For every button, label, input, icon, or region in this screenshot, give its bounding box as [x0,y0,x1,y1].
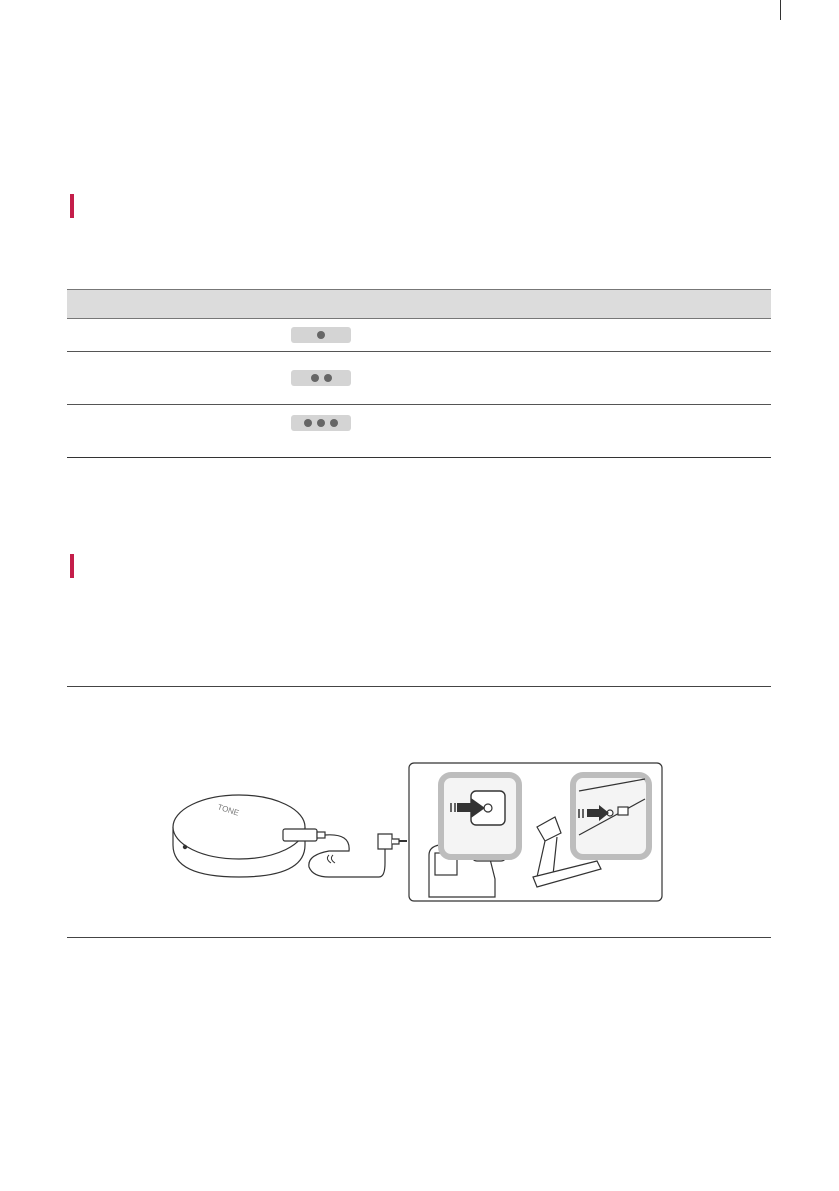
indicator-dot [304,419,312,427]
indicator-table [67,289,771,458]
indicator-dot [311,374,319,382]
indicator-dot [324,374,332,382]
page-edge-line [780,0,781,20]
indicator-dot [317,331,325,339]
device-logo: TONE [216,802,241,818]
indicator-dot [330,419,338,427]
table-row [67,352,771,405]
connection-figure [67,686,771,938]
table-row [67,405,771,457]
indicator-pill [291,327,351,343]
section-marker-1 [70,194,74,218]
indicator-cell [277,352,377,404]
indicator-cell [277,405,377,457]
section-marker-2 [70,554,74,578]
table-row [67,319,771,352]
indicator-cell [277,319,377,351]
fitness-equipment-panel [409,763,662,901]
indicator-dot [317,419,325,427]
indicator-pill [291,370,351,386]
connection-illustration [67,687,771,937]
indicator-pill [291,415,351,431]
table-header [67,289,771,319]
